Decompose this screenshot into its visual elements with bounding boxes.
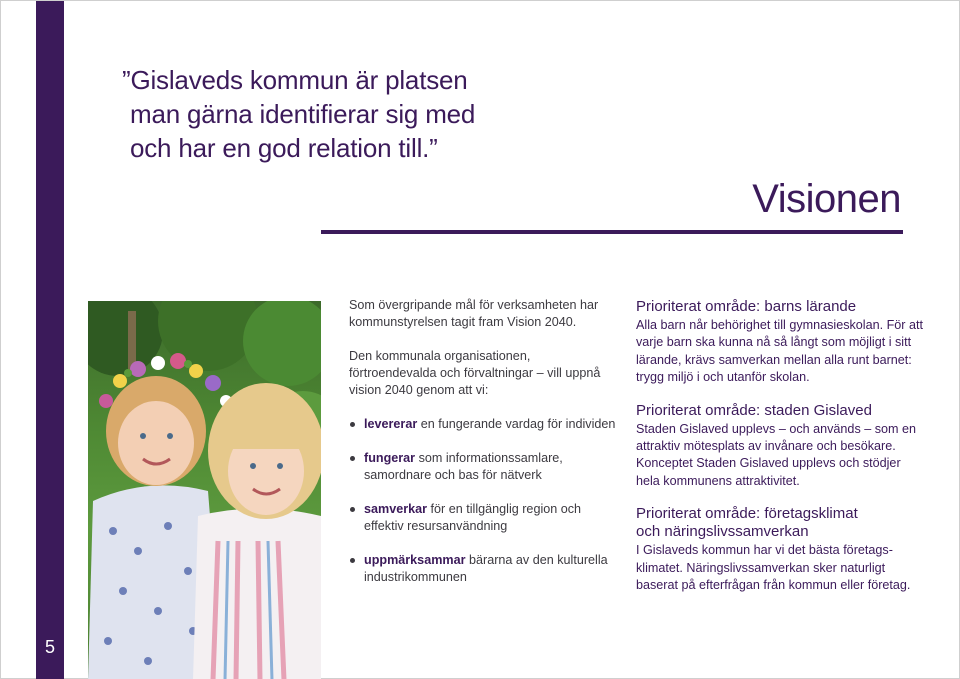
quote-line: ”Gislaveds kommun är platsen — [122, 65, 468, 95]
bullet-text: som informationssamlare, samordnare och bas för nätverk — [364, 451, 563, 482]
priority-area-title: Prioriterat område: barns lärande — [636, 298, 857, 315]
bullet-keyword: fungerar — [364, 451, 416, 465]
title-underline — [321, 230, 903, 234]
priority-area — [636, 505, 926, 594]
list-item — [349, 450, 619, 484]
priority-area — [636, 402, 926, 491]
bullet-keyword: uppmärksammar — [364, 553, 466, 567]
priority-area-title: Prioriterat område: företagsklimat och näringslivssamverkan — [636, 505, 858, 541]
quote-line: man gärna identifierar sig med — [130, 99, 476, 129]
intro-column — [349, 297, 619, 603]
intro-paragraph: Som övergripande mål för verksamheten har kommunstyrelsen tagit fram Vision 2040. — [349, 298, 599, 329]
bullet-keyword: levererar — [364, 417, 418, 431]
priority-area-body: Staden Gislaved upplevs – och används – som en attraktiv mötesplats av invånare och besökare. Konceptet Staden Gislaved upplevs och stödjer hela kommunens attraktivitet. — [636, 421, 917, 488]
list-item — [349, 552, 619, 586]
bullet-text: en fungerande vardag för individen — [417, 417, 616, 431]
side-color-bar — [36, 1, 64, 679]
bullet-text: bärarna av den kulturella industrikommunen — [364, 553, 608, 584]
priority-area-body: Alla barn når behörighet till gymnasieskolan. För att varje barn ska kunna nå så långt som möjligt i sitt lärande, krävs samverkan mellan alla runt barnet: trygg miljö i och utanför skolan. — [636, 318, 924, 385]
intro-paragraph: Den kommunala organisationen, förtroendevalda och förvaltningar – vill uppnå vision 2040 genom att vi: — [349, 349, 601, 397]
list-item — [349, 416, 619, 433]
priority-areas-column — [636, 298, 926, 609]
priority-area-body: I Gislaveds kommun har vi det bästa företags-klimatet. Näringslivssamverkan sker naturligt baserat på efterfrågan från kommun eller företag. — [636, 543, 911, 593]
page-number: 5 — [44, 637, 55, 657]
bullet-icon — [350, 507, 355, 512]
list-item — [349, 501, 619, 535]
goal-list — [349, 416, 619, 586]
priority-area — [636, 298, 926, 387]
vision-quote — [122, 63, 542, 165]
bullet-icon — [350, 456, 355, 461]
quote-line: och har en god relation till.” — [130, 133, 438, 163]
bullet-icon — [350, 422, 355, 427]
priority-area-title: Prioriterat område: staden Gislaved — [636, 401, 872, 419]
bullet-icon — [350, 558, 355, 563]
bullet-keyword: samverkar — [364, 502, 428, 516]
children-photo — [88, 301, 321, 679]
section-title: Visionen — [752, 177, 901, 221]
bullet-text: för en tillgänglig region och effektiv resursanvändning — [364, 502, 582, 533]
children-illustration — [88, 301, 321, 679]
